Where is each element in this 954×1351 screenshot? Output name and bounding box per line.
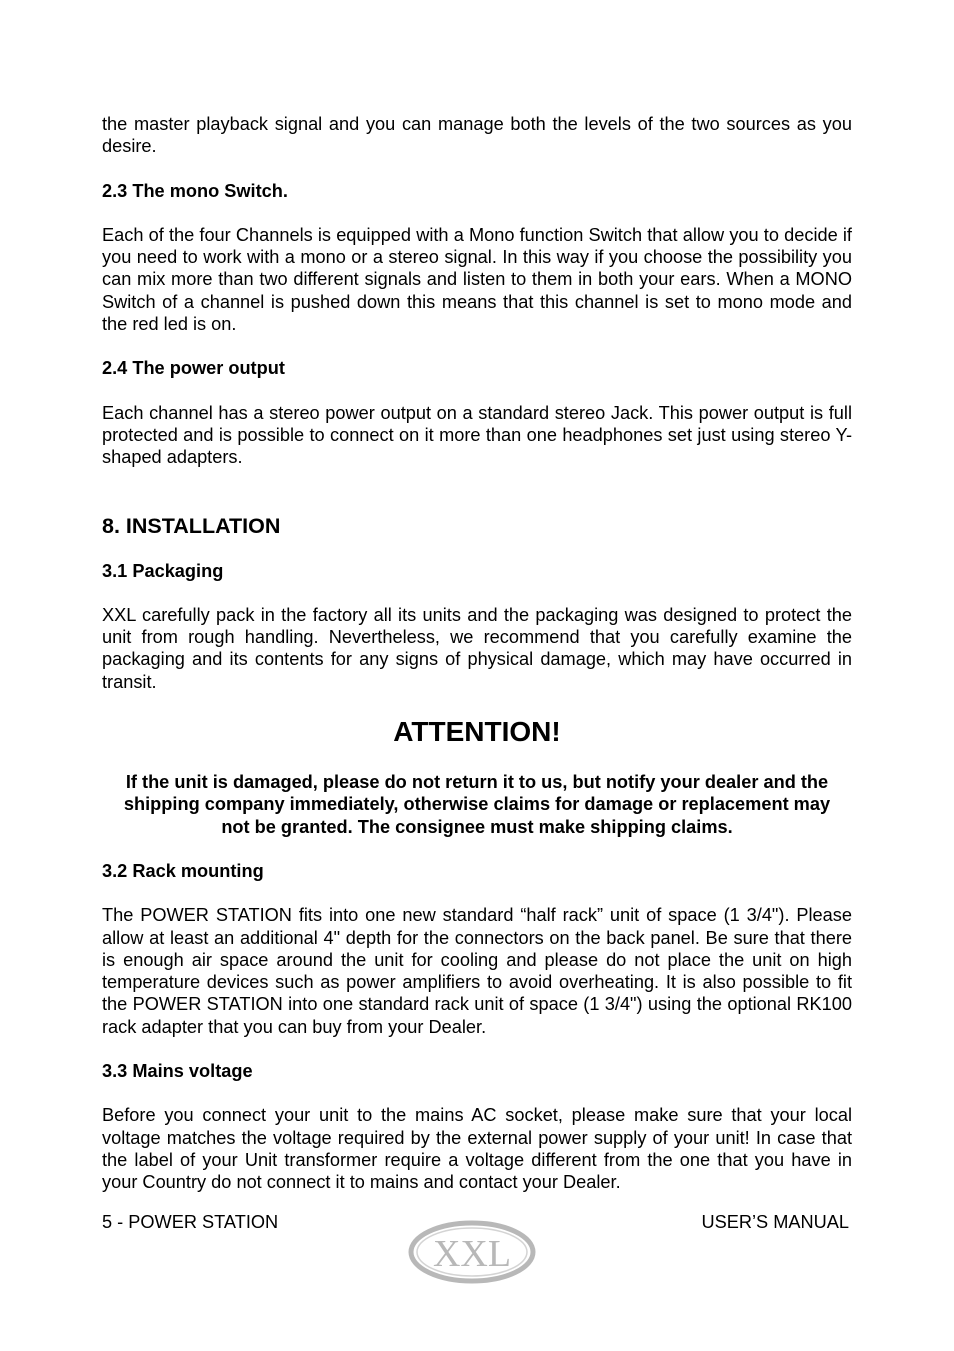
- section-3-2-heading: 3.2 Rack mounting: [102, 860, 264, 881]
- section-3-3-heading: 3.3 Mains voltage: [102, 1061, 253, 1082]
- attention-notice: [102, 771, 852, 838]
- intro-paragraph: the master playback signal and you can manage both the levels of the two sources as you desire.: [102, 114, 852, 157]
- section-2-3-heading: 2.3 The mono Switch.: [102, 180, 288, 201]
- section-3-1-heading: 3.1 Packaging: [102, 560, 224, 581]
- section-2-4-body: Each channel has a stereo power output on a standard stereo Jack. This power output is full protected and is possible to connect on it more than one headphones set just using stereo Y-shaped adapters.: [102, 402, 852, 468]
- section-3-3-body: Before you connect your unit to the mains AC socket, please make sure that your local voltage matches the voltage required by the external power supply of your unit! In case that the label of your Unit transformer require a voltage different from the one that you have in your Country do not connect it to mains and contact your Dealer.: [102, 1105, 852, 1193]
- section-2-3-body: Each of the four Channels is equipped with a Mono function Switch that allow you to decide if you need to work with a mono or a stereo signal. In this way if you choose the possibility you can mix more than two different signals and listen to them in both your ears. When a MONO Switch of a channel is pushed down this means that this channel is set to mono mode and the red led is on.: [102, 224, 852, 335]
- section-3-2-body: The POWER STATION fits into one new standard “half rack” unit of space (1 3/4"). Please allow at least an additional 4" depth for the connectors on the back panel. Be sure that there is enough air space around the unit for cooling and please do not place the unit on high temperature devices such as power amplifiers to avoid overheating. It is also possible to fit the POWER STATION into one standard rack unit of space (1 3/4") using the optional RK100 rack adapter that you can buy from your Dealer.: [102, 905, 852, 1037]
- attention-line-3: not be granted. The consignee must make shipping claims.: [221, 816, 733, 837]
- attention-line-2: shipping company immediately, otherwise claims for damage or replacement may: [123, 794, 831, 815]
- attention-title: ATTENTION!: [393, 716, 561, 748]
- section-2-4-heading: 2.4 The power output: [102, 358, 285, 379]
- page-content: [102, 113, 852, 1194]
- attention-line-1: If the unit is damaged, please do not return it to us, but notify your dealer and the: [125, 772, 829, 793]
- footer-page-label: 5 - POWER STATION: [102, 1212, 279, 1232]
- xxl-logo-icon: [407, 1220, 537, 1284]
- installation-heading: 8. INSTALLATION: [102, 513, 281, 538]
- section-3-1-body: XXL carefully pack in the factory all its units and the packaging was designed to protect the unit from rough handling. Nevertheless, we recommend that you carefully examine the packaging and its contents for any signs of physical damage, which may have occurred in transit.: [102, 604, 852, 692]
- footer-manual-label: USER’S MANUAL: [701, 1212, 849, 1232]
- logo-text: XXL: [432, 1233, 512, 1275]
